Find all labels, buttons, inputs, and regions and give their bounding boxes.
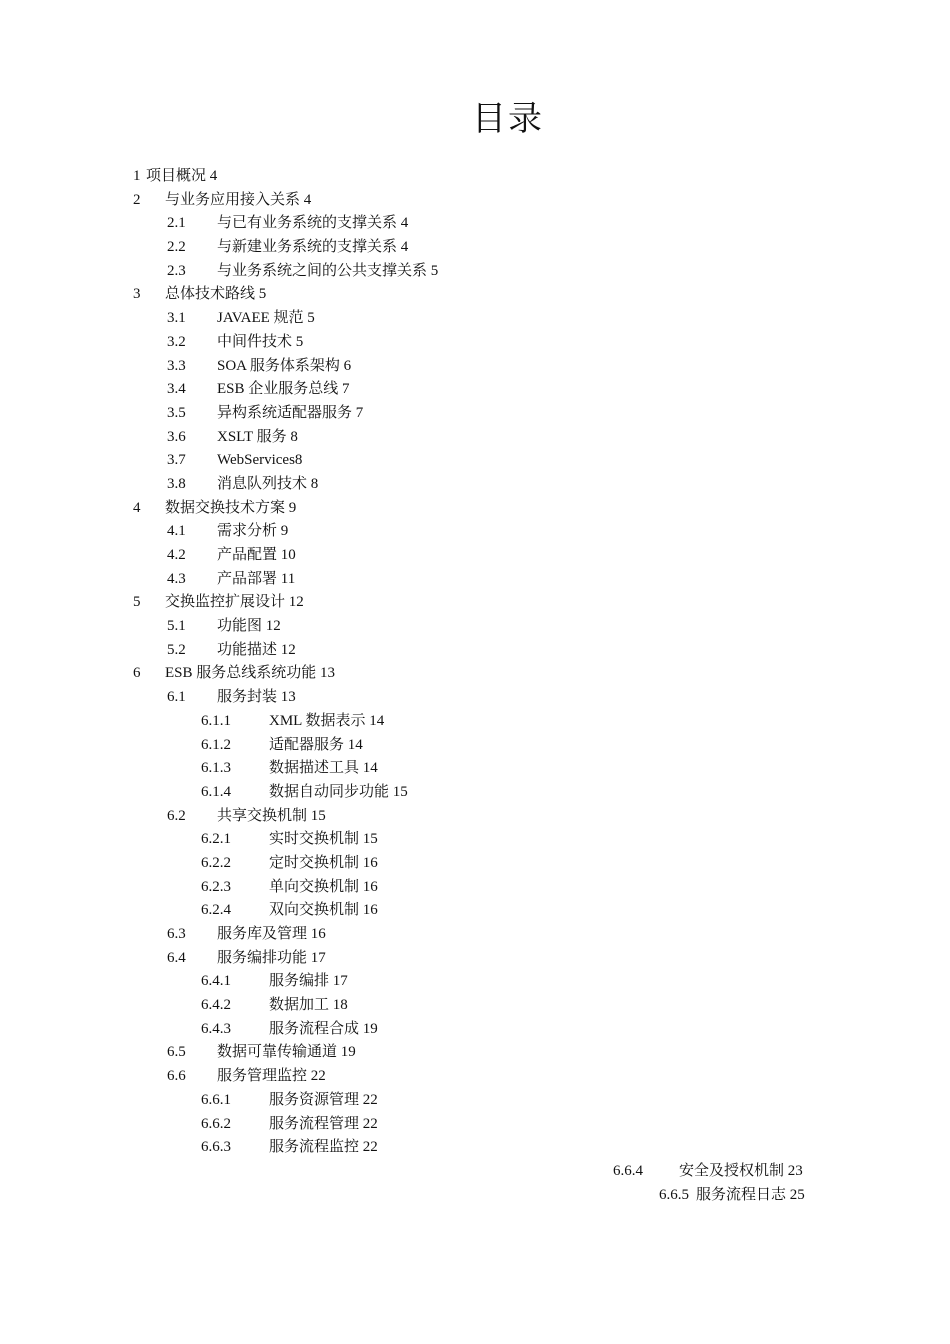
- toc-entry-number: 3.7: [167, 452, 186, 469]
- toc-entry[interactable]: [0, 1089, 950, 1113]
- toc-entry-number: 6.1.2: [201, 736, 231, 753]
- toc-entry-number: 3.5: [167, 404, 186, 421]
- toc-entry-title: 项目概况 4: [146, 168, 218, 184]
- toc-entry[interactable]: [0, 1160, 950, 1184]
- toc-entry[interactable]: [0, 970, 950, 994]
- toc-entry-number: 4: [133, 499, 141, 516]
- toc-entry[interactable]: [0, 899, 950, 923]
- toc-entry-title: 总体技术路线 5: [165, 286, 267, 303]
- toc-entry-title: 单向交换机制 16: [269, 878, 378, 895]
- toc-entry-title: 与新建业务系统的支撑关系 4: [217, 239, 409, 256]
- toc-entry-number: 2.3: [167, 262, 186, 279]
- toc-entry[interactable]: [0, 639, 950, 663]
- toc-entry-number: 5: [133, 594, 141, 611]
- toc-entry[interactable]: [0, 473, 950, 497]
- toc-entry-number: 5.2: [167, 641, 186, 658]
- toc-entry-title: 数据加工 18: [269, 997, 348, 1014]
- toc-entry-title: 中间件技术 5: [217, 333, 304, 350]
- toc-entry-title: JAVAEE 规范 5: [217, 310, 315, 327]
- toc-entry-number: 1: [133, 168, 141, 184]
- toc-entry[interactable]: [0, 236, 950, 260]
- toc-entry[interactable]: [0, 781, 950, 805]
- toc-entry[interactable]: [0, 283, 950, 307]
- toc-entry[interactable]: [0, 402, 950, 426]
- toc-entry-title: 服务封装 13: [217, 689, 296, 706]
- toc-entry-title: 与已有业务系统的支撑关系 4: [217, 215, 409, 232]
- toc-entry[interactable]: [0, 947, 950, 971]
- toc-entry-number: 5.1: [167, 618, 186, 635]
- toc-entry-number: 3.3: [167, 357, 186, 374]
- toc-entry-number: 3: [133, 286, 141, 303]
- toc-entry-number: 6.4.1: [201, 973, 231, 990]
- toc-entry-number: 3.4: [167, 381, 186, 398]
- toc-entry[interactable]: [0, 828, 950, 852]
- toc-title: 目录: [472, 101, 544, 138]
- toc-entry-number: 6.2.3: [201, 878, 231, 895]
- toc-entry-number: 6.4: [167, 949, 186, 966]
- toc-entry-title: 服务流程管理 22: [269, 1115, 378, 1132]
- toc-entry-number: 6.6.4: [613, 1162, 643, 1179]
- toc-entry-title: 服务库及管理 16: [217, 926, 326, 942]
- toc-entry-number: 6: [133, 665, 141, 682]
- toc-entry-title: 实时交换机制 15: [269, 831, 378, 848]
- toc-entry[interactable]: [0, 1041, 950, 1065]
- toc-entry[interactable]: [0, 1184, 950, 1208]
- toc-entry-title: ESB 服务总线系统功能 13: [165, 665, 336, 682]
- toc-entry-number: 6.1.1: [201, 712, 231, 729]
- toc-entry-title: 服务流程合成 19: [269, 1020, 378, 1037]
- toc-entry-title: ESB 企业服务总线 7: [217, 381, 350, 398]
- toc-entry[interactable]: [0, 757, 950, 781]
- toc-entry-number: 4.2: [167, 547, 186, 563]
- toc-entry-title: 数据描述工具 14: [269, 760, 378, 777]
- toc-entry-number: 6.5: [167, 1044, 186, 1061]
- toc-entry[interactable]: [0, 568, 950, 592]
- toc-entry-number: 3.8: [167, 475, 186, 492]
- toc-entry-title: 产品部署 11: [217, 570, 296, 587]
- toc-entry-number: 4.1: [167, 523, 186, 540]
- toc-entry-number: 3.1: [167, 310, 186, 327]
- toc-entry-title: 与业务应用接入关系 4: [165, 191, 312, 208]
- toc-entry-number: 6.2: [167, 807, 186, 824]
- toc-entry[interactable]: [0, 497, 950, 521]
- toc-entry[interactable]: [0, 1113, 950, 1137]
- toc-entry-title: SOA 服务体系架构 6: [217, 357, 352, 374]
- toc-entry-number: 2: [133, 191, 141, 208]
- toc-entry[interactable]: [0, 923, 950, 947]
- toc-entry-number: 4.3: [167, 570, 186, 587]
- toc-entry-title: 共享交换机制 15: [217, 807, 326, 824]
- toc-entry-title: 异构系统适配器服务 7: [217, 404, 364, 421]
- toc-entry-number: 6.2.1: [201, 831, 231, 848]
- toc-entry[interactable]: [0, 260, 950, 284]
- toc-entry[interactable]: [0, 876, 950, 900]
- toc-entry-number: 6.6.5: [659, 1186, 689, 1203]
- toc-entry[interactable]: [0, 189, 950, 213]
- toc-entry-title: 适配器服务 14: [269, 736, 363, 753]
- toc-entry-number: 6.6.2: [201, 1115, 231, 1132]
- toc-entry[interactable]: [0, 520, 950, 544]
- toc-entry-title: 产品配置 10: [217, 547, 296, 563]
- toc-entry-number: 3.2: [167, 333, 186, 350]
- toc-entry-title: WebServices8: [217, 452, 303, 469]
- toc-entry-number: 6.1.4: [201, 783, 231, 800]
- toc-entry-title: 数据交换技术方案 9: [165, 499, 297, 516]
- toc-entry[interactable]: [0, 805, 950, 829]
- toc-entry[interactable]: [0, 662, 950, 686]
- toc-entry[interactable]: [0, 426, 950, 450]
- toc-entry[interactable]: [0, 355, 950, 379]
- toc-entry-title: XML 数据表示 14: [269, 712, 385, 729]
- toc-entry[interactable]: [0, 544, 950, 568]
- toc-entry[interactable]: [0, 212, 950, 236]
- toc-entry-number: 6.4.3: [201, 1020, 231, 1037]
- toc-entry[interactable]: [0, 710, 950, 734]
- toc-entry-title: 需求分析 9: [217, 523, 289, 540]
- toc-entry-number: 6.2.2: [201, 854, 231, 871]
- toc-entry-title: 定时交换机制 16: [269, 854, 378, 871]
- toc-entry[interactable]: [0, 378, 950, 402]
- toc-entry-title: 数据自动同步功能 15: [269, 783, 408, 800]
- toc-entry[interactable]: [0, 165, 950, 189]
- toc-entry-title: 服务编排 17: [269, 973, 348, 990]
- toc-entry-title: 服务编排功能 17: [217, 949, 326, 966]
- toc-entry-number: 6.6: [167, 1068, 186, 1085]
- toc-entry-title: 服务流程日志 25: [696, 1186, 805, 1203]
- toc-entry-title: 服务资源管理 22: [269, 1091, 378, 1108]
- toc-entry-title: 与业务系统之间的公共支撑关系 5: [217, 262, 439, 279]
- toc-entry[interactable]: [0, 615, 950, 639]
- toc-entry[interactable]: [0, 449, 950, 473]
- toc-entry[interactable]: [0, 1018, 950, 1042]
- toc-entry-number: 6.1.3: [201, 760, 231, 777]
- toc-entry[interactable]: [0, 1065, 950, 1089]
- toc-entry-number: 6.6.1: [201, 1091, 231, 1108]
- toc-entry-number: 6.4.2: [201, 997, 231, 1014]
- toc-entry-title: 交换监控扩展设计 12: [165, 594, 304, 611]
- toc-entry-title: 服务流程监控 22: [269, 1139, 378, 1156]
- toc-entry[interactable]: [0, 852, 950, 876]
- toc-entry-title: 消息队列技术 8: [217, 475, 319, 492]
- toc-entry[interactable]: [0, 686, 950, 710]
- toc-entry[interactable]: [0, 994, 950, 1018]
- toc-entry[interactable]: [0, 1136, 950, 1160]
- toc-entry-number: 2.1: [167, 215, 186, 232]
- toc-entry[interactable]: [0, 734, 950, 758]
- toc-entry-number: 6.3: [167, 926, 186, 942]
- toc-entry-title: 双向交换机制 16: [269, 902, 378, 919]
- toc-entry-title: 数据可靠传输通道 19: [217, 1044, 356, 1061]
- toc-entry-title: 安全及授权机制 23: [679, 1162, 803, 1179]
- toc-entry-number: 3.6: [167, 428, 186, 445]
- toc-entry-title: 服务管理监控 22: [217, 1068, 326, 1085]
- toc-entry[interactable]: [0, 331, 950, 355]
- toc-entry-title: 功能描述 12: [217, 641, 296, 658]
- toc-entry-number: 6.2.4: [201, 902, 231, 919]
- toc-entry-number: 6.1: [167, 689, 186, 706]
- toc-entry[interactable]: [0, 307, 950, 331]
- toc-entry[interactable]: [0, 591, 950, 615]
- toc-entry-title: XSLT 服务 8: [217, 428, 298, 445]
- toc-entry-title: 功能图 12: [217, 618, 281, 635]
- toc-entry-number: 6.6.3: [201, 1139, 231, 1156]
- table-of-contents: [0, 165, 950, 1207]
- toc-entry-number: 2.2: [167, 239, 186, 256]
